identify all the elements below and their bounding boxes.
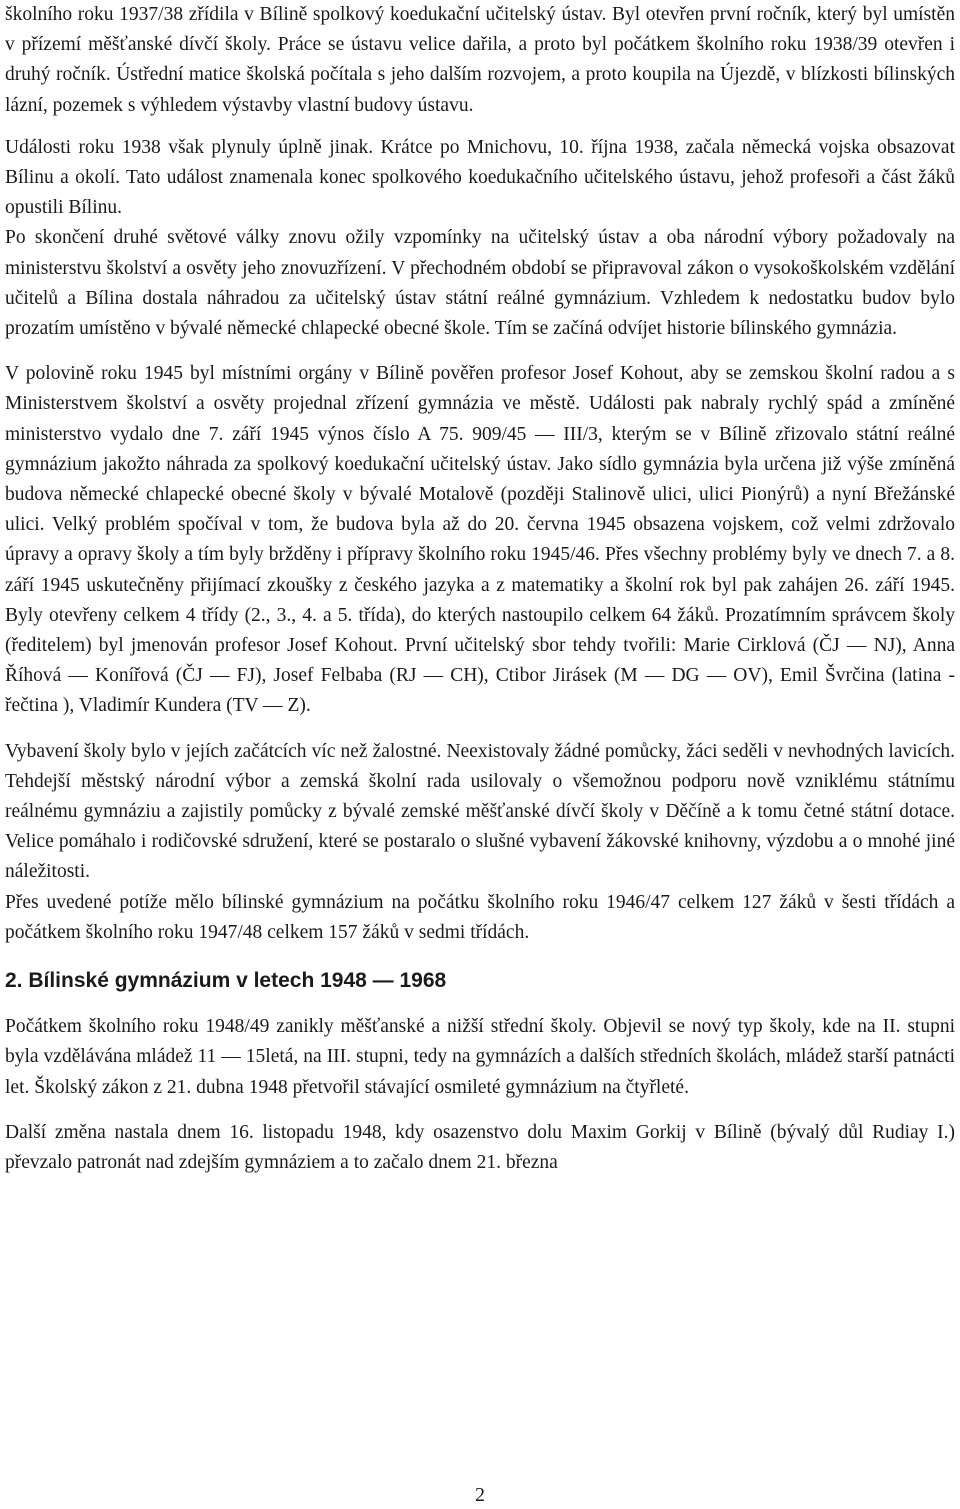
paragraph-events-1938: Události roku 1938 však plynuly úplně jinak. Krátce po Mnichovu, 10. října 1938, začala německá vojska obsazovat Bílinu a okolí. Tato událost znamenala konec spolkového koedukačního učitelského ústavu, jehož profesoři a část žáků opustili Bílinu.	[5, 136, 955, 219]
page-number: 2	[475, 1484, 485, 1506]
paragraph-patronage: Další změna nastala dnem 16. listopadu 1948, kdy osazenstvo dolu Maxim Gorkij v Bílině (bývalý důl Rudiay I.) převzalo patronát nad zdejším gymnáziem a to začalo dnem 21. března	[5, 1121, 955, 1173]
paragraph-school-reform: Počátkem školního roku 1948/49 zanikly měšťanské a nižší střední školy. Objevil se nový typ školy, kde na II. stupni byla vzdělávána mládež 11 — 15letá, na III. stupni, tedy na gymnázích a dalších středních školách, mládež starší patnácti let. Školský zákon z 21. dubna 1948 přetvořil stávající osmileté gymnázium na čtyřleté.	[5, 1016, 955, 1098]
section-heading: 2. Bílinské gymnázium v letech 1948 — 1968	[5, 969, 447, 993]
document-page	[5, 0, 955, 1178]
paragraph-ustav-founding: školního roku 1937/38 zřídila v Bílině spolkový koedukační učitelský ústav. Byl otevřen první ročník, který byl umístěn v přízemí měšťanské dívčí školy. Práce se ústavu velice dařila, a proto byl počátkem školního roku 1938/39 otevřen i druhý ročník. Ústřední matice školská počítala s jeho dalším rozvojem, a proto koupila na Újezdě, v blízkosti bílinských lázní, pozemek s výhledem výstavby vlastní budovy ústavu.	[5, 4, 955, 116]
paragraph-after-war: Po skončení druhé světové války znovu ožily vzpomínky na učitelský ústav a oba národní výbory požadovaly na ministerstvu školství a osvěty jeho znovuzřízení. V přechodném období se připravoval zákon o vysokoškolském vzdělání učitelů a Bílina dostala náhradou za učitelský ústav státní reálné gymnázium. Vzhledem k nedostatku budov bylo prozatím umístěno v bývalé německé chlapecké obecné škole. Tím se začíná odvíjet historie bílinského gymnázia.	[5, 227, 955, 340]
paragraph-founding-1945: V polovině roku 1945 byl místními orgány v Bílině pověřen profesor Josef Kohout, aby se zemskou školní radou a s Ministerstvem školství a osvěty projednal zřízení gymnázia ve městě. Události pak nabraly rychlý spád a zmíněné ministerstvo vydalo dne 7. září 1945 výnos číslo A 75. 909/45 — III/3, kterým se v Bílině zřizovalo státní reálné gymnázium jakožto náhrada za spolkový koedukační učitelský ústav. Jako sídlo gymnázia byla určena již výše zmíněná budova německé chlapecké obecné školy v bývalé Motalově (později Stalinově ulici, ulici Pionýrů) a nyní Břežánské ulici. Velký problém spočíval v tom, že budova byla až do 20. června 1945 obsazena vojskem, což velmi zdržovalo úpravy a opravy školy a tím byly bržděny i přípravy školního roku 1945/46. Přes všechny problémy byly ve dnech 7. a 8. září 1945 uskutečněny přijímací zkoušky z českého jazyka a z matematiky a školní rok byl pak zahájen 26. září 1945. Byly otevřeny celkem 4 třídy (2., 3., 4. a 5. třída), do kterých nastoupilo celkem 64 žáků. Prozatímním správcem školy (ředitelem) byl jmenován profesor Josef Kohout. První učitelský sbor tehdy tvořili: Marie Cirklová (ČJ — NJ), Anna Říhová — Konířová (ČJ — FJ), Josef Felbaba (RJ — CH), Ctibor Jirásek (M — DG — OV), Emil Švrčina (latina - řečtina ), Vladimír Kundera (TV — Z).	[5, 363, 955, 717]
paragraph-equipment: Vybavení školy bylo v jejích začátcích víc než žalostné. Neexistovaly žádné pomůcky, žáci seděli v nevhodných lavicích. Tehdejší městský národní výbor a zemská školní rada usilovaly o všemožnou podporu nově vzniklému státnímu reálnému gymnáziu a zajistily pomůcky z bývalé zemské měšťanské dívčí školy v Děčíně a k tomu četné státní dotace. Velice pomáhalo i rodičovské sdružení, které se postaralo o slušné vybavení žákovské knihovny, výzdobu a o mnohé jiné náležitosti.	[5, 740, 955, 883]
paragraph-student-counts: Přes uvedené potíže mělo bílinské gymnázium na počátku školního roku 1946/47 celkem 127 žáků v šesti třídách a počátkem školního roku 1947/48 celkem 157 žáků v sedmi třídách.	[5, 891, 955, 943]
